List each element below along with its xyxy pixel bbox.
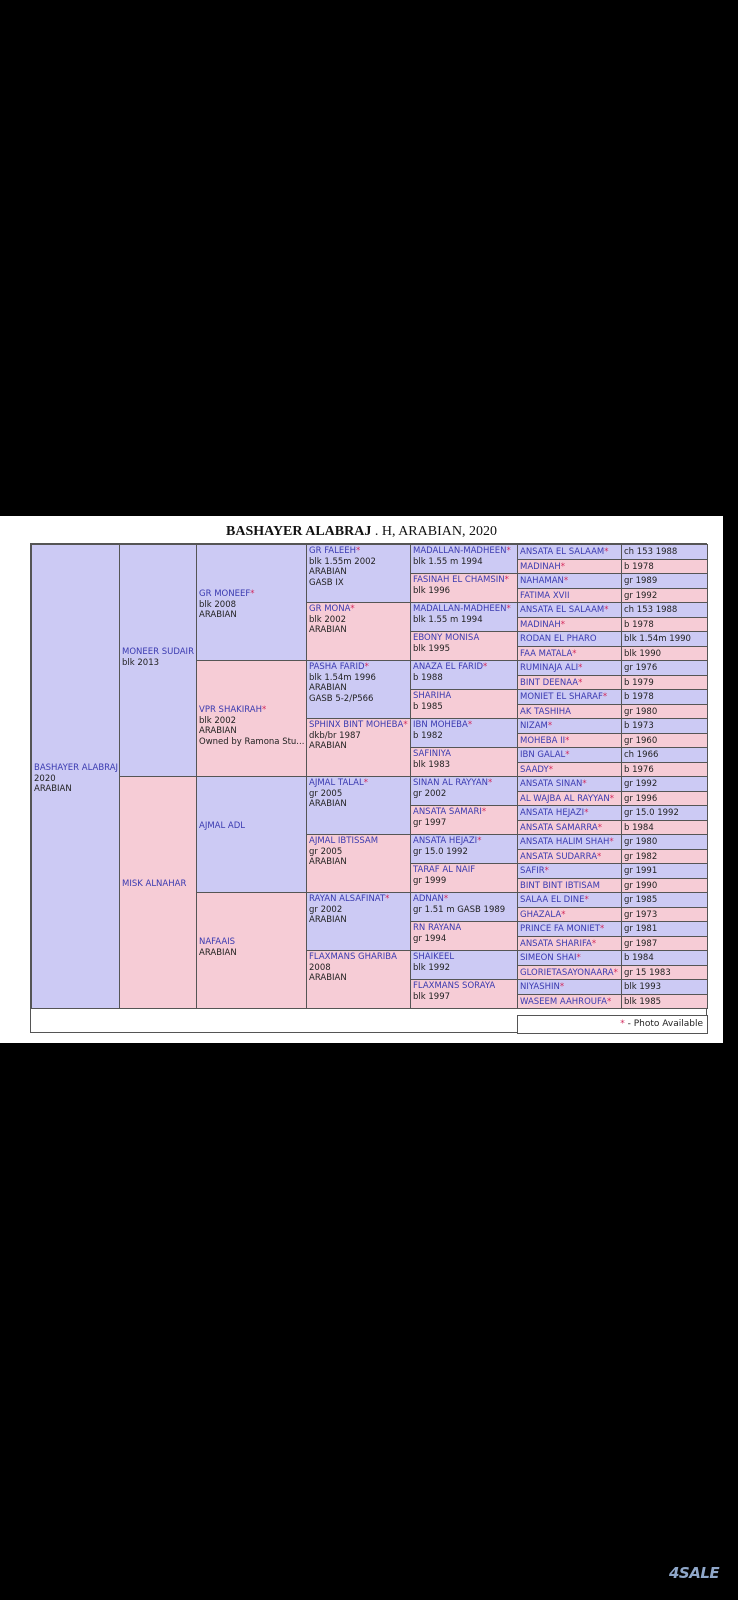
horse-name-link[interactable] (309, 604, 408, 615)
horse-name[interactable]: BASHAYER ALABRAJ (34, 763, 119, 773)
pedigree-cell-gen5-info: b 1978 (621, 559, 708, 575)
horse-detail-line: blk 2013 (122, 657, 160, 668)
photo-star-icon: * (604, 547, 609, 557)
horse-detail-line: ARABIAN (309, 857, 347, 867)
pedigree-cell-gen5-info: gr 1990 (621, 878, 708, 894)
horse-name-link[interactable] (309, 720, 408, 731)
horse-name[interactable]: ANSATA EL SALAAM (520, 605, 605, 615)
photo-star-icon: * (565, 750, 570, 760)
horse-name-link[interactable] (413, 894, 515, 905)
horse-detail-line: ARABIAN (309, 973, 347, 983)
photo-star-icon: * (584, 808, 589, 818)
horse-name[interactable]: IBN MOHEBA (413, 720, 468, 730)
pedigree-cell-gen5[interactable] (517, 907, 622, 923)
horse-detail-line: ARABIAN (309, 567, 347, 577)
photo-star-icon: * (363, 778, 368, 788)
horse-name-link[interactable] (413, 865, 515, 876)
pedigree-cell-gen5[interactable] (517, 646, 622, 662)
pedigree-cell-gen5-info: gr 1980 (621, 834, 708, 850)
pedigree-cell-gen1[interactable] (119, 544, 197, 777)
horse-name[interactable]: SAFIR (520, 866, 545, 876)
pedigree-cell-gen5[interactable] (517, 820, 622, 836)
pedigree-cell-gen5-info: gr 1991 (621, 863, 708, 879)
horse-detail-line: dkb/br 1987 (309, 730, 361, 741)
horse-detail-line: blk 2008 (199, 599, 237, 610)
photo-star-icon: * (467, 720, 473, 730)
photo-star-icon: * (250, 589, 255, 599)
horse-detail-line: 2008 (309, 962, 331, 973)
pedigree-cell-gen5[interactable] (517, 704, 622, 720)
photo-star-icon: * (597, 822, 602, 833)
horse-detail-line: ARABIAN (309, 625, 347, 635)
pedigree-cell-gen5[interactable] (517, 805, 622, 821)
horse-name[interactable]: SHAIKEEL (413, 952, 455, 962)
pedigree-cell-gen5[interactable] (517, 979, 622, 995)
pedigree-cell-gen5[interactable] (517, 921, 622, 937)
photo-star-icon: * (356, 546, 361, 556)
horse-name-link[interactable] (309, 662, 408, 673)
title-details: . H, ARABIAN, 2020 (371, 524, 497, 539)
horse-name[interactable]: RODAN EL PHARO (520, 634, 597, 644)
pedigree-cell-gen5[interactable] (517, 747, 622, 763)
horse-detail-line: blk 1.55m 2002 (309, 556, 376, 567)
horse-name[interactable]: SINAN AL RAYYAN (413, 778, 489, 788)
horse-name-title: BASHAYER ALABRAJ (226, 524, 372, 539)
pedigree-cell-gen5[interactable] (517, 689, 622, 705)
pedigree-cell-gen5-info: gr 1985 (621, 892, 708, 908)
horse-name-link[interactable] (413, 749, 515, 760)
photo-star-icon: * (403, 720, 408, 730)
pedigree-cell-gen5-info: gr 1987 (621, 936, 708, 952)
horse-name[interactable]: ANSATA SINAN (520, 779, 583, 789)
pedigree-cell-gen5-info: b 1984 (621, 820, 708, 836)
horse-name[interactable]: SAADY (520, 764, 549, 775)
horse-name[interactable]: EBONY MONISA (413, 633, 480, 643)
horse-name[interactable]: AK TASHIHA (520, 706, 571, 717)
horse-detail-line: ARABIAN (199, 610, 237, 620)
photo-star-icon: * (483, 662, 488, 672)
horse-name[interactable]: ANSATA HALIM SHAH (520, 837, 610, 847)
pedigree-cell-gen5-info: gr 1992 (621, 588, 708, 604)
photo-star-icon: * (262, 705, 267, 715)
horse-name[interactable]: GR MONEEF (199, 589, 251, 599)
horse-name[interactable]: AL WAJBA AL RAYYAN (520, 793, 610, 804)
pedigree-cell-gen5-info: b 1976 (621, 762, 708, 778)
horse-name-link[interactable] (309, 778, 408, 789)
photo-star-icon: * (560, 561, 566, 572)
pedigree-cell-gen4[interactable] (410, 834, 518, 864)
horse-detail-line: gr 1994 (413, 933, 447, 944)
pedigree-cell-gen5[interactable] (517, 617, 622, 633)
pedigree-cell-gen5[interactable] (517, 559, 622, 575)
pedigree-cell-gen2[interactable] (196, 544, 307, 661)
horse-name-link[interactable] (309, 836, 408, 847)
pedigree-cell-gen4[interactable] (410, 979, 518, 1009)
pedigree-cell-gen5[interactable] (517, 762, 622, 778)
horse-detail-line: blk 1983 (413, 759, 451, 770)
horse-name-link[interactable] (413, 778, 515, 789)
pedigree-cell-gen5-info: blk 1993 (621, 979, 708, 995)
pedigree-cell-gen5[interactable] (517, 733, 622, 749)
horse-name[interactable]: MADINAH (520, 561, 561, 572)
horse-name[interactable]: ANSATA EL SALAAM (520, 547, 605, 557)
horse-name[interactable]: FLAXMANS SORAYA (413, 981, 496, 991)
photo-star-icon: * (572, 648, 577, 659)
pedigree-cell-gen4[interactable] (410, 863, 518, 893)
photo-star-icon: * (443, 894, 449, 904)
horse-name[interactable]: AJMAL IBTISSAM (309, 836, 379, 846)
horse-detail-line: blk 1.54m 1996 (309, 672, 376, 683)
photo-star-icon: * (488, 778, 493, 788)
horse-name[interactable]: TARAF AL NAIF (413, 865, 476, 875)
pedigree-cell-gen5-info: gr 1992 (621, 776, 708, 792)
horse-detail-line: ARABIAN (309, 915, 347, 925)
pedigree-cell-gen3[interactable] (306, 892, 411, 951)
horse-name[interactable]: FAA MATALA (520, 648, 573, 659)
photo-star-icon: * (364, 662, 369, 672)
pedigree-cell-gen3[interactable] (306, 602, 411, 661)
pedigree-cell-gen5[interactable] (517, 965, 622, 981)
horse-detail-line: blk 1996 (413, 585, 451, 596)
horse-name-link[interactable] (199, 589, 304, 600)
pedigree-cell-gen5[interactable] (517, 660, 622, 676)
horse-detail-line: GASB 5-2/P566 (309, 693, 374, 704)
horse-detail-line: gr 2002 (309, 904, 343, 915)
horse-name[interactable]: PRINCE FA MONIET (520, 924, 600, 934)
horse-detail-line: gr 2005 (309, 846, 343, 857)
photo-star-icon: * (576, 953, 581, 963)
photo-star-icon: * (563, 576, 569, 586)
pedigree-cell-gen4[interactable] (410, 631, 518, 661)
pedigree-cell-gen5-info: gr 1976 (621, 660, 708, 676)
horse-name[interactable]: NAFAAIS (199, 937, 236, 947)
photo-star-icon: * (609, 793, 614, 804)
horse-name[interactable]: ANSATA SAMARRA (520, 822, 598, 833)
pedigree-cell-gen5-info: ch 153 1988 (621, 544, 708, 560)
photo-star-icon: * (565, 735, 570, 746)
horse-name[interactable]: SPHINX BINT MOHEBA (309, 720, 404, 730)
horse-name-link[interactable] (122, 647, 194, 658)
photo-star-icon: * (609, 837, 614, 847)
pedigree-cell-gen5[interactable] (517, 718, 622, 734)
pedigree-cell-gen5[interactable] (517, 588, 622, 604)
horse-name[interactable]: BINT DEENAA (520, 677, 579, 688)
pedigree-cell-gen5-info: gr 1981 (621, 921, 708, 937)
horse-name[interactable]: FATIMA XVII (520, 590, 570, 601)
pedigree-cell-gen3[interactable] (306, 718, 411, 777)
horse-name-link[interactable] (413, 633, 515, 644)
horse-detail-line: ARABIAN (309, 741, 347, 751)
horse-detail-line: blk 2002 (199, 715, 237, 726)
photo-star-icon: * (544, 866, 549, 876)
horse-name[interactable]: GR FALEEH (309, 546, 356, 556)
pedigree-cell-gen5-info: b 1978 (621, 689, 708, 705)
photo-star-icon: * (582, 779, 587, 789)
pedigree-cell-gen4[interactable] (410, 660, 518, 690)
pedigree-card (0, 516, 723, 1043)
horse-name-link[interactable] (413, 575, 515, 586)
horse-name[interactable]: AJMAL TALAL (309, 778, 364, 788)
pedigree-cell-gen3[interactable] (306, 950, 411, 1009)
horse-name-link[interactable] (413, 807, 515, 818)
horse-name[interactable]: MONEER SUDAIR (122, 647, 194, 657)
horse-name[interactable]: NAHAMAN (520, 576, 564, 586)
photo-star-icon: * (591, 938, 597, 949)
horse-name-link[interactable] (199, 705, 304, 716)
pedigree-cell-gen4[interactable] (410, 892, 518, 922)
pedigree-cell-gen5-info: b 1984 (621, 950, 708, 966)
horse-name[interactable]: FASINAH EL CHAMSIN (413, 575, 505, 585)
photo-star-icon: * (481, 807, 487, 817)
pedigree-cell-gen5-info: gr 1960 (621, 733, 708, 749)
photo-star-icon: * (506, 546, 511, 556)
pedigree-cell-gen5[interactable] (517, 602, 622, 618)
pedigree-cell-gen3[interactable] (306, 834, 411, 893)
horse-name[interactable]: SIMEON SHAI (520, 953, 577, 963)
horse-name[interactable]: ANSATA SHARIFA (520, 938, 592, 949)
horse-detail-line: gr 2002 (413, 788, 447, 799)
horse-name-link[interactable] (34, 763, 117, 774)
pedigree-cell-gen2[interactable] (196, 776, 307, 893)
photo-star-icon: * (606, 996, 612, 1007)
horse-detail-line: blk 1992 (413, 962, 451, 973)
pedigree-cell-gen5[interactable] (517, 849, 622, 865)
horse-name[interactable]: PASHA FARID (309, 662, 365, 672)
horse-name[interactable]: NIZAM (520, 721, 548, 731)
photo-star-icon: * (597, 851, 602, 862)
pedigree-cell-gen5-info: gr 1980 (621, 704, 708, 720)
horse-name[interactable]: MADALLAN-MADHEEN (413, 604, 507, 614)
pedigree-cell-gen3[interactable] (306, 660, 411, 719)
pedigree-cell-gen5-info: b 1979 (621, 675, 708, 691)
pedigree-cell-gen5[interactable] (517, 863, 622, 879)
horse-name[interactable]: GR MONA (309, 604, 351, 614)
pedigree-table (30, 543, 707, 1033)
horse-name[interactable]: GLORIETASAYONAARA (520, 967, 614, 978)
photo-star-icon: * (385, 894, 390, 904)
pedigree-cell-gen5[interactable] (517, 936, 622, 952)
pedigree-cell-gen5-info: blk 1.54m 1990 (621, 631, 708, 647)
horse-name-link[interactable] (413, 720, 515, 731)
horse-name[interactable]: MISK ALNAHAR (122, 879, 187, 889)
horse-name-link[interactable] (309, 894, 408, 905)
pedigree-title (0, 524, 723, 540)
horse-name-link[interactable] (199, 821, 304, 832)
horse-name[interactable]: SALAA EL DINE (520, 895, 585, 905)
pedigree-cell-gen4[interactable] (410, 544, 518, 574)
pedigree-cell-gen4[interactable] (410, 689, 518, 719)
pedigree-cell-gen4[interactable] (410, 776, 518, 806)
pedigree-cell-gen5[interactable] (517, 878, 622, 894)
horse-detail-line: ARABIAN (34, 784, 72, 794)
photo-star-icon: * (578, 663, 583, 673)
photo-star-icon: * (599, 924, 605, 934)
horse-name[interactable]: ANSATA SAMARI (413, 807, 482, 817)
horse-detail-line: blk 1997 (413, 991, 451, 1002)
pedigree-cell-gen5-info: gr 15 1983 (621, 965, 708, 981)
horse-name-link[interactable] (413, 604, 515, 615)
photo-star-icon: * (560, 619, 566, 630)
pedigree-cell-gen5-info: blk 1990 (621, 646, 708, 662)
horse-name[interactable]: WASEEM AAHROUFA (520, 996, 607, 1007)
pedigree-cell-gen5[interactable] (517, 791, 622, 807)
horse-name-link[interactable] (413, 546, 515, 557)
horse-name[interactable]: AJMAL ADL (199, 821, 246, 831)
pedigree-cell-gen5[interactable] (517, 675, 622, 691)
pedigree-cell-gen5[interactable] (517, 834, 622, 850)
horse-name[interactable]: ANSATA HEJAZI (413, 836, 478, 846)
photo-star-icon: * (613, 967, 618, 978)
horse-detail-line: 2020 (34, 773, 56, 784)
photo-star-icon: * (578, 677, 583, 688)
horse-name[interactable]: MADINAH (520, 619, 561, 630)
pedigree-cell-gen5-info: gr 1996 (621, 791, 708, 807)
horse-name-link[interactable] (413, 662, 515, 673)
photo-star-icon: * (350, 604, 355, 614)
horse-name-link[interactable] (309, 546, 408, 557)
photo-star-icon: * (584, 895, 589, 905)
photo-star-icon: * (548, 764, 553, 775)
photo-legend (517, 1015, 708, 1034)
pedigree-cell-gen5-info: gr 1989 (621, 573, 708, 589)
pedigree-cell-gen5-info: gr 15.0 1992 (621, 805, 708, 821)
horse-name[interactable]: IBN GALAL (520, 750, 566, 760)
horse-name[interactable]: RAYAN ALSAFINAT (309, 894, 386, 904)
horse-name[interactable]: GHAZALA (520, 909, 562, 920)
pedigree-cell-gen5[interactable] (517, 544, 622, 560)
horse-name-link[interactable] (122, 879, 194, 890)
pedigree-cell-gen5[interactable] (517, 892, 622, 908)
photo-star-icon: * (604, 605, 609, 615)
horse-name-link[interactable] (413, 952, 515, 963)
horse-detail-line: GASB IX (309, 577, 344, 588)
horse-name[interactable]: FLAXMANS GHARIBA (309, 952, 397, 962)
horse-detail-line: blk 1995 (413, 643, 451, 654)
horse-name[interactable]: SAFINIYA (413, 749, 451, 759)
pedigree-cell-gen5[interactable] (517, 573, 622, 589)
pedigree-cell-gen5-info: gr 1982 (621, 849, 708, 865)
pedigree-cell-gen2[interactable] (196, 660, 307, 777)
pedigree-cell-gen5-info: b 1973 (621, 718, 708, 734)
horse-detail-line: gr 1997 (413, 817, 447, 828)
watermark-logo: 4SALE (669, 1564, 720, 1582)
photo-star-icon: * (504, 575, 509, 585)
horse-name[interactable]: RN RAYANA (413, 923, 462, 933)
horse-name[interactable]: BINT BINT IBTISAM (520, 880, 600, 891)
horse-name[interactable]: ANSATA SUDARRA (520, 851, 598, 862)
pedigree-cell-gen1[interactable] (119, 776, 197, 1009)
horse-name[interactable]: MONIET EL SHARAF (520, 692, 603, 702)
horse-name[interactable]: SHARIHA (413, 691, 452, 701)
pedigree-cell-gen5[interactable] (517, 631, 622, 647)
pedigree-cell-gen5-info: gr 1973 (621, 907, 708, 923)
pedigree-cell-gen5-info: b 1978 (621, 617, 708, 633)
horse-detail-line: ARABIAN (199, 947, 237, 958)
pedigree-cell-gen4[interactable] (410, 950, 518, 980)
photo-star-icon: * (602, 692, 608, 702)
horse-name[interactable]: ADNAN (413, 894, 444, 904)
photo-star-icon: * (561, 909, 566, 920)
horse-name-link[interactable] (413, 981, 515, 992)
horse-name[interactable]: RUMINAJA ALI (520, 663, 579, 673)
pedigree-cell-gen5-info: ch 153 1988 (621, 602, 708, 618)
pedigree-cell-gen4[interactable] (410, 921, 518, 951)
horse-name-link[interactable] (413, 691, 515, 702)
horse-detail-line: ARABIAN (309, 683, 347, 693)
pedigree-cell-gen5-info: ch 1966 (621, 747, 708, 763)
horse-detail-line: ARABIAN (199, 726, 237, 736)
horse-detail-line: b 1988 (413, 672, 443, 683)
pedigree-cell-gen5-info: blk 1985 (621, 994, 708, 1010)
horse-detail-line: b 1982 (413, 730, 443, 741)
horse-detail-line: gr 15.0 1992 (413, 846, 468, 857)
horse-name-link[interactable] (199, 937, 304, 948)
photo-star-icon: * (559, 982, 565, 992)
horse-name-link[interactable] (413, 836, 515, 847)
pedigree-cell-gen3[interactable] (306, 776, 411, 835)
horse-detail-line: blk 1.55 m 1994 (413, 614, 483, 625)
horse-detail-line: blk 1.55 m 1994 (413, 556, 483, 567)
pedigree-cell-gen4[interactable] (410, 805, 518, 835)
pedigree-cell-gen4[interactable] (410, 602, 518, 632)
horse-name-link[interactable] (413, 923, 515, 934)
horse-name[interactable]: MADALLAN-MADHEEN (413, 546, 507, 556)
horse-name-link[interactable] (309, 952, 408, 963)
horse-name[interactable]: NIYASHIN (520, 982, 560, 992)
horse-name[interactable]: MOHEBA II (520, 735, 566, 746)
horse-detail-line: gr 1999 (413, 875, 447, 886)
horse-detail-line: ARABIAN (309, 799, 347, 809)
horse-detail-line: b 1985 (413, 701, 443, 712)
pedigree-cell-gen3[interactable] (306, 544, 411, 603)
pedigree-cell-gen5[interactable] (517, 950, 622, 966)
pedigree-cell-gen2[interactable] (196, 892, 307, 1009)
photo-star-icon: * (506, 604, 511, 614)
horse-name[interactable]: ANSATA HEJAZI (520, 808, 585, 818)
photo-legend-text: - Photo Available (624, 1019, 703, 1029)
horse-detail-line: gr 2005 (309, 788, 343, 799)
photo-star-icon: * (620, 1019, 625, 1029)
horse-detail-line: blk 2002 (309, 614, 347, 625)
photo-star-icon: * (547, 721, 553, 731)
horse-name[interactable]: VPR SHAKIRAH (199, 705, 262, 715)
pedigree-cell-gen4[interactable] (410, 573, 518, 603)
horse-detail-line: Owned by Ramona Stu... (199, 736, 305, 747)
pedigree-cell-gen5[interactable] (517, 776, 622, 792)
horse-name[interactable]: ANAZA EL FARID (413, 662, 484, 672)
pedigree-cell-gen4[interactable] (410, 747, 518, 777)
pedigree-cell-gen4[interactable] (410, 718, 518, 748)
photo-star-icon: * (477, 836, 482, 846)
pedigree-cell-gen0[interactable] (31, 544, 120, 1009)
pedigree-cell-gen5[interactable] (517, 994, 622, 1010)
horse-detail-line: gr 1.51 m GASB 1989 (413, 904, 506, 915)
